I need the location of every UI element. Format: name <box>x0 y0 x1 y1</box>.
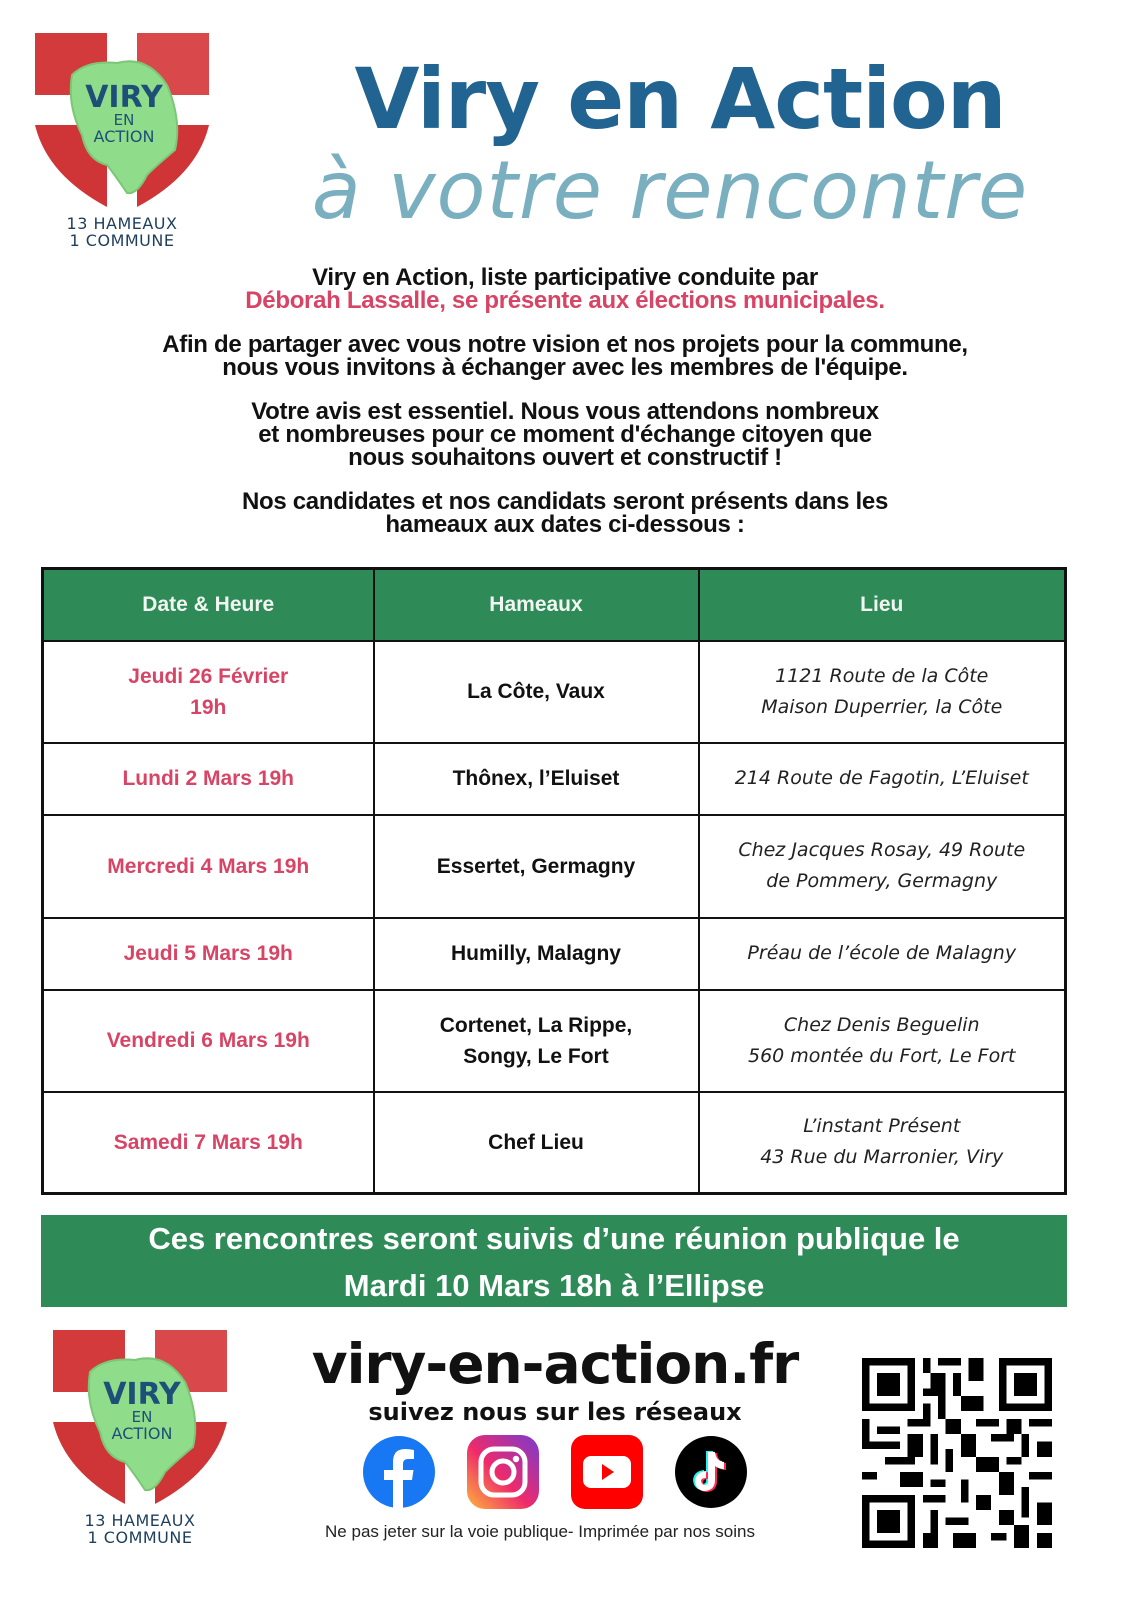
public-meeting-banner <box>41 1215 1067 1307</box>
tagline-line1: 13 HAMEAUX <box>84 1511 196 1530</box>
banner-line1: Ces rencontres seront suivis d’une réunion publique le <box>148 1221 960 1256</box>
shield-logo-icon <box>27 25 217 215</box>
intro-paragraph-2 <box>60 333 1070 379</box>
intro-paragraph-3 <box>60 400 1070 469</box>
cell-date: Jeudi 5 Mars 19h <box>43 918 374 990</box>
instagram-icon[interactable] <box>466 1434 540 1510</box>
svg-text:EN: EN <box>131 1408 153 1426</box>
tagline-line1: 13 HAMEAUX <box>66 214 178 233</box>
page-title: Viry en Action <box>354 50 1006 148</box>
page-subtitle: à votre rencontre <box>311 144 1029 237</box>
svg-text:EN: EN <box>113 111 135 129</box>
facebook-icon[interactable] <box>362 1434 436 1510</box>
cell-date: Vendredi 6 Mars 19h <box>43 990 374 1092</box>
column-header-lieu: Lieu <box>699 569 1066 641</box>
intro-paragraph-4 <box>60 490 1070 536</box>
table-row <box>43 990 1066 1092</box>
social-icons <box>290 1434 820 1510</box>
intro-p1-line1: Viry en Action, liste participative conduite par <box>312 264 818 291</box>
cell-hameaux: La Côte, Vaux <box>374 641 699 743</box>
table-row <box>43 1092 1066 1194</box>
intro-p3-line1: Votre avis est essentiel. Nous vous attendons nombreux <box>251 398 879 425</box>
follow-label: suivez nous sur les réseaux <box>368 1398 742 1426</box>
cell-lieu: Préau de l’école de Malagny <box>699 918 1066 990</box>
cell-date: Lundi 2 Mars 19h <box>43 743 374 815</box>
cell-date: Mercredi 4 Mars 19h <box>43 815 374 918</box>
schedule-table <box>41 567 1067 1195</box>
column-header-date: Date & Heure <box>43 569 374 641</box>
intro-p3-line2: et nombreuses pour ce moment d'échange citoyen que <box>258 421 872 448</box>
cell-hameaux: Humilly, Malagny <box>374 918 699 990</box>
intro-p2-line1: Afin de partager avec vous notre vision et nos projets pour la commune, <box>162 331 968 358</box>
intro-p4-line1: Nos candidates et nos candidats seront présents dans les <box>241 488 889 515</box>
cell-lieu: Chez Denis Beguelin 560 montée du Fort, Le Fort <box>699 990 1066 1092</box>
cell-hameaux: Thônex, l’Eluiset <box>374 743 699 815</box>
table-row <box>43 743 1066 815</box>
cell-lieu: 1121 Route de la Côte Maison Duperrier, la Côte <box>699 641 1066 743</box>
shield-logo-icon <box>45 1322 235 1512</box>
logo-tagline <box>22 215 222 249</box>
cell-date: Samedi 7 Mars 19h <box>43 1092 374 1194</box>
table-header-row <box>43 569 1066 641</box>
tagline-line2: 1 COMMUNE <box>87 1528 193 1547</box>
website-link[interactable]: viry-en-action.fr <box>311 1332 799 1396</box>
svg-text:VIRY: VIRY <box>85 80 163 115</box>
intro-text <box>60 266 1070 557</box>
logo-top <box>22 25 222 249</box>
candidate-highlight: Déborah Lassalle, se présente aux élections municipales. <box>245 287 885 314</box>
intro-p2-line2: nous vous invitons à échanger avec les membres de l'équipe. <box>222 354 908 381</box>
disclaimer-text: Ne pas jeter sur la voie publique- Imprimée par nos soins <box>325 1522 755 1541</box>
intro-paragraph-1 <box>60 266 1070 312</box>
logo-bottom <box>40 1322 240 1546</box>
cell-lieu: Chez Jacques Rosay, 49 Route de Pommery, Germagny <box>699 815 1066 918</box>
tiktok-icon[interactable] <box>674 1434 748 1510</box>
banner-line2: Mardi 10 Mars 18h à l’Ellipse <box>343 1268 765 1303</box>
table-row <box>43 918 1066 990</box>
cell-hameaux: Essertet, Germagny <box>374 815 699 918</box>
qr-code-icon[interactable] <box>862 1358 1052 1548</box>
youtube-icon[interactable] <box>570 1434 644 1510</box>
cell-date: Jeudi 26 Février 19h <box>43 641 374 743</box>
logo-tagline <box>40 1512 240 1546</box>
table-row <box>43 641 1066 743</box>
cell-hameaux: Chef Lieu <box>374 1092 699 1194</box>
svg-text:ACTION: ACTION <box>111 1424 173 1443</box>
svg-text:VIRY: VIRY <box>103 1377 181 1412</box>
tagline-line2: 1 COMMUNE <box>69 231 175 250</box>
cell-hameaux: Cortenet, La Rippe, Songy, Le Fort <box>374 990 699 1092</box>
intro-p4-line2: hameaux aux dates ci-dessous : <box>385 511 745 538</box>
cell-lieu: L’instant Présent 43 Rue du Marronier, Viry <box>699 1092 1066 1194</box>
intro-p3-line3: nous souhaitons ouvert et constructif ! <box>348 444 782 471</box>
column-header-hameaux: Hameaux <box>374 569 699 641</box>
footer-site <box>290 1330 820 1510</box>
cell-lieu: 214 Route de Fagotin, L’Eluiset <box>699 743 1066 815</box>
table-row <box>43 815 1066 918</box>
svg-text:ACTION: ACTION <box>93 127 155 146</box>
title-block <box>260 52 1080 236</box>
